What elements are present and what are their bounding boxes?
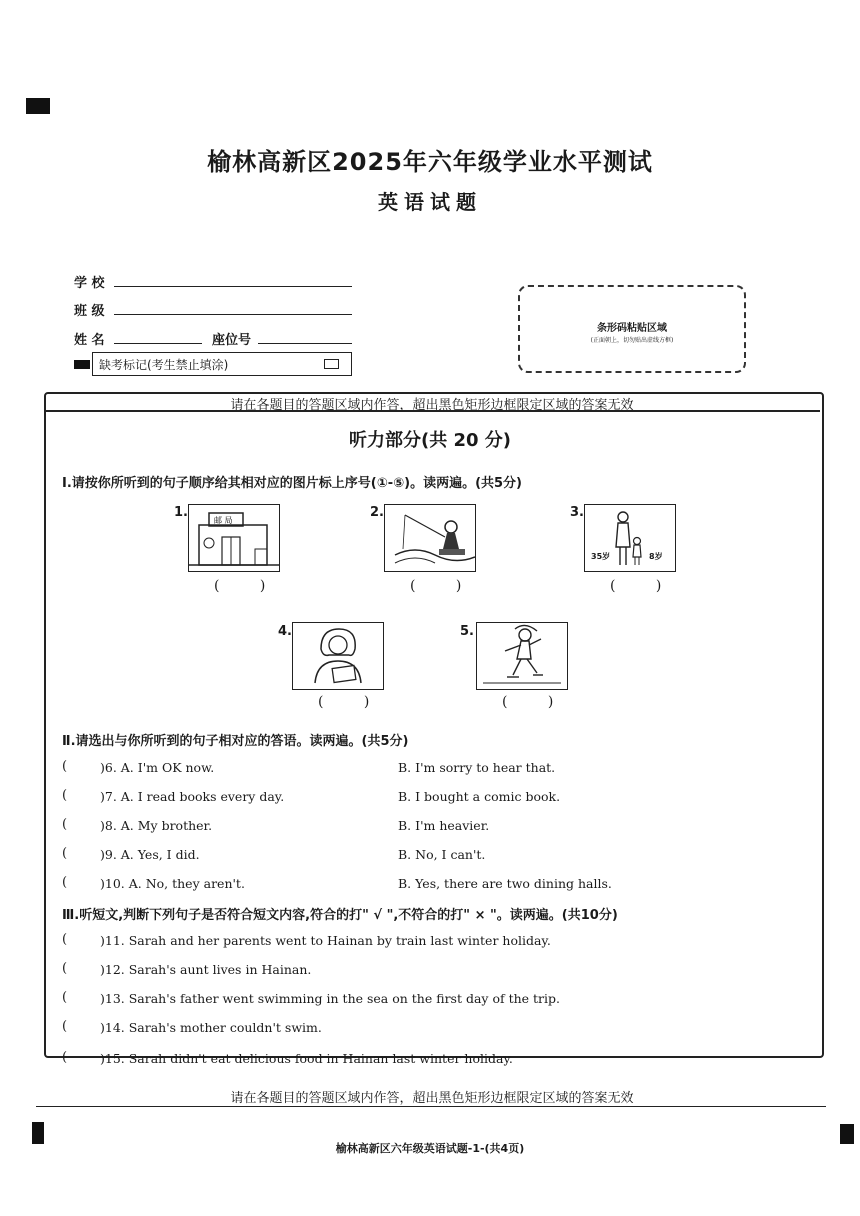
class-label: 班 级 [74, 304, 105, 319]
seat-field[interactable] [258, 343, 352, 344]
answer-paren[interactable]: ( [62, 932, 68, 947]
answer-paren[interactable]: ( [62, 788, 68, 803]
part1-instruction: Ⅰ.请按你所听到的句子顺序给其相对应的图片标上序号(①-⑤)。读两遍。(共5分) [62, 476, 522, 491]
absent-mark-box [92, 352, 352, 376]
frame-divider [44, 410, 820, 412]
answer-paren[interactable]: ( ) [318, 694, 388, 710]
question-option-b: B. I'm heavier. [398, 818, 490, 833]
question-option-a: )8. A. My brother. [100, 818, 213, 833]
seat-label: 座位号 [212, 333, 252, 348]
question-option-b: B. No, I can't. [398, 847, 486, 862]
part2-instruction: Ⅱ.请选出与你所听到的句子相对应的答语。读两遍。(共5分) [62, 734, 409, 749]
bottom-divider [36, 1106, 826, 1107]
absent-checkbox[interactable] [324, 359, 339, 369]
answer-paren[interactable]: ( [62, 817, 68, 832]
fishing-icon [385, 505, 475, 571]
judgement-statement: )13. Sarah's father went swimming in the sea on the first day of the trip. [100, 991, 560, 1006]
picture-number: 3. [570, 505, 584, 520]
question-option-a: )7. A. I read books every day. [100, 789, 285, 804]
answer-paren[interactable]: ( ) [214, 578, 284, 594]
answer-paren[interactable]: ( [62, 759, 68, 774]
reading-girl-icon [293, 623, 383, 689]
school-label: 学 校 [74, 276, 105, 291]
picture-number: 5. [460, 624, 474, 639]
picture-3 [584, 504, 676, 572]
skating-boy-icon [477, 623, 567, 689]
answer-paren[interactable]: ( [62, 846, 68, 861]
page-footer: 榆林高新区六年级英语试题-1-(共4页) [335, 1142, 525, 1155]
barcode-title: 条形码粘贴区域 [597, 323, 667, 334]
picture-5 [476, 622, 568, 690]
question-option-a: )6. A. I'm OK now. [100, 760, 215, 775]
question-option-a: )10. A. No, they aren't. [100, 876, 245, 891]
part3-instruction: Ⅲ.听短文,判断下列句子是否符合短文内容,符合的打" √ ",不符合的打" × "。读两遍。(共10分) [62, 908, 618, 923]
barcode-note: (正面朝上，切勿贴出虚线方框) [590, 337, 674, 344]
absent-mark-block [74, 360, 90, 369]
picture-2 [384, 504, 476, 572]
svg-text:邮 局: 邮 局 [214, 516, 233, 525]
answer-frame [44, 392, 824, 1058]
answer-paren[interactable]: ( [62, 875, 68, 890]
question-option-b: B. I bought a comic book. [398, 789, 561, 804]
answer-paren[interactable]: ( [62, 1019, 68, 1034]
judgement-statement: )15. Sarah didn't eat delicious food in Hainan last winter holiday. [100, 1051, 513, 1066]
exam-subtitle: 英语试题 [378, 190, 482, 214]
age-label-child: 8岁 [649, 552, 663, 561]
question-option-b: B. Yes, there are two dining halls. [398, 876, 612, 891]
picture-number: 4. [278, 624, 292, 639]
class-field[interactable] [114, 314, 352, 315]
barcode-area [518, 285, 746, 373]
picture-1 [188, 504, 280, 572]
name-label: 姓 名 [74, 333, 105, 348]
answer-paren[interactable]: ( [62, 990, 68, 1005]
picture-number: 2. [370, 505, 384, 520]
picture-4 [292, 622, 384, 690]
answer-paren[interactable]: ( [62, 961, 68, 976]
absent-label: 缺考标记(考生禁止填涂) [99, 358, 229, 372]
exam-title: 榆林高新区2025年六年级学业水平测试 [207, 148, 653, 176]
post-office-icon [189, 505, 279, 571]
judgement-statement: )12. Sarah's aunt lives in Hainan. [100, 962, 312, 977]
registration-mark-top-left [26, 98, 50, 114]
warning-top: 请在各题目的答题区域内作答，超出黑色矩形边框限定区域的答案无效 [230, 398, 634, 413]
question-option-a: )9. A. Yes, I did. [100, 847, 200, 862]
judgement-statement: )14. Sarah's mother couldn't swim. [100, 1020, 322, 1035]
answer-paren[interactable]: ( ) [610, 578, 680, 594]
answer-paren[interactable]: ( [62, 1050, 68, 1065]
warning-bottom: 请在各题目的答题区域内作答，超出黑色矩形边框限定区域的答案无效 [230, 1091, 634, 1106]
name-field[interactable] [114, 343, 202, 344]
judgement-statement: )11. Sarah and her parents went to Hainan by train last winter holiday. [100, 933, 551, 948]
answer-paren[interactable]: ( ) [410, 578, 480, 594]
answer-paren[interactable]: ( ) [502, 694, 572, 710]
picture-number: 1. [174, 505, 188, 520]
age-label-adult: 35岁 [591, 552, 611, 561]
school-field[interactable] [114, 286, 352, 287]
listening-section-title: 听力部分(共 20 分) [348, 430, 512, 451]
question-option-b: B. I'm sorry to hear that. [398, 760, 556, 775]
